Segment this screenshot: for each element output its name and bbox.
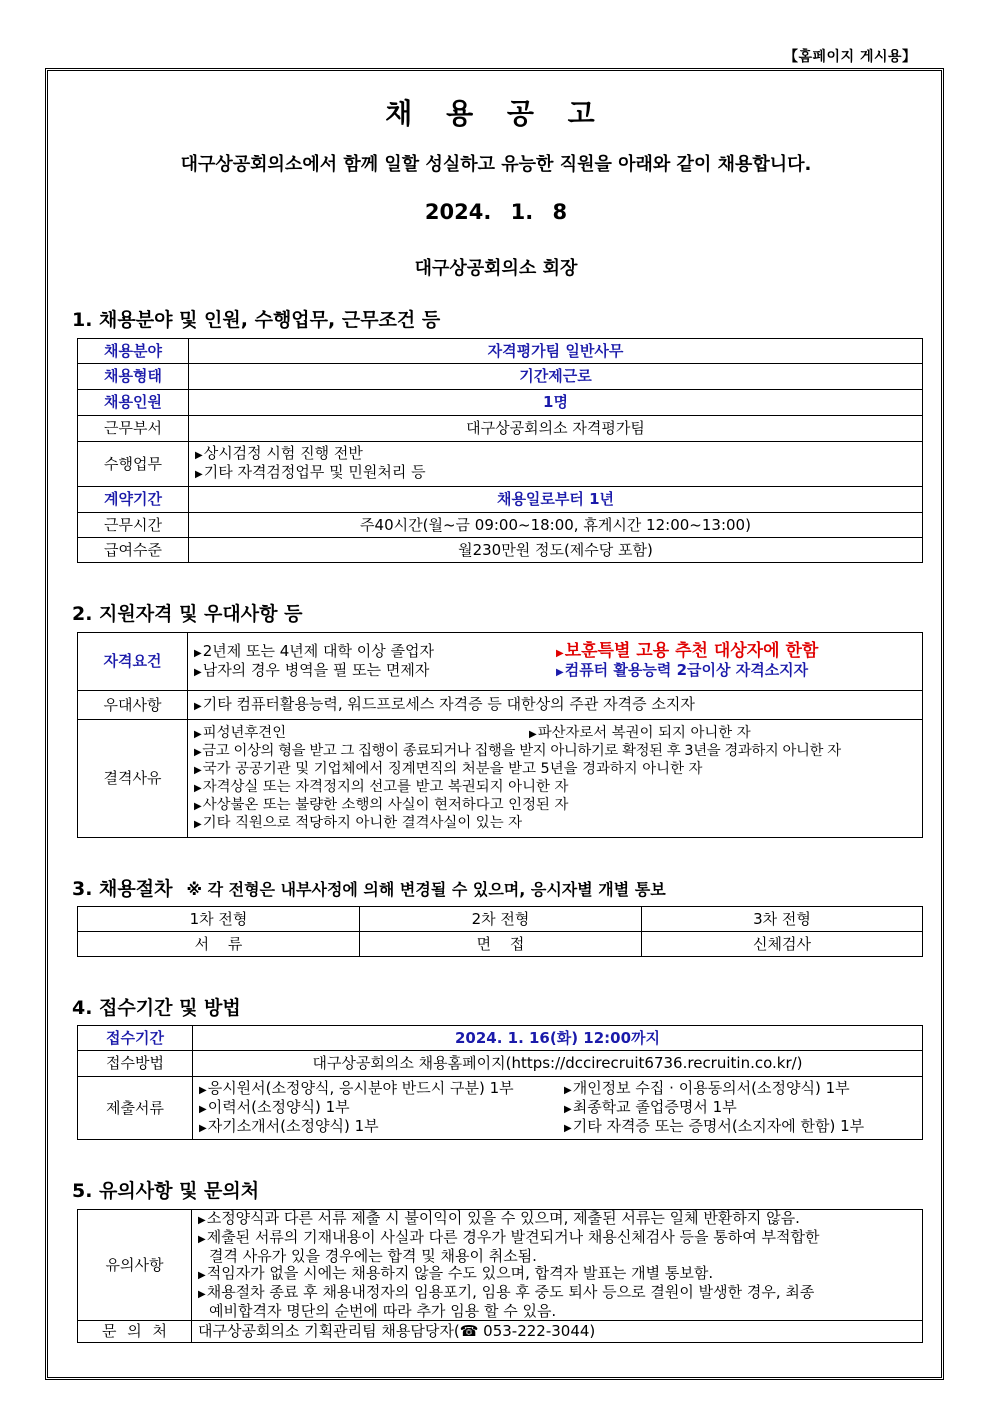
section-5-table bbox=[77, 1209, 923, 1343]
list-item: ▶기타 컴퓨터활용능력, 워드프로세스 자격증 등 대한상의 주관 자격증 소지자 bbox=[194, 694, 695, 713]
triangle-bullet-icon: ▶ bbox=[194, 764, 202, 776]
period-value: 2024. 1. 16(화) 12:00까지 bbox=[193, 1026, 923, 1051]
list-item: ▶금고 이상의 형을 받고 그 집행이 종료되거나 집행을 받지 아니하기로 확정된 후 3년을 경과하지 아니한 자 bbox=[194, 742, 841, 759]
qual-list bbox=[188, 633, 923, 691]
triangle-bullet-icon: ▶ bbox=[556, 666, 564, 678]
triangle-bullet-icon: ▶ bbox=[194, 666, 202, 678]
duty-label: 수행업무 bbox=[78, 442, 189, 487]
period-label: 접수기간 bbox=[78, 1026, 193, 1051]
contact-label: 문 의 처 bbox=[78, 1321, 192, 1343]
triangle-bullet-icon: ▶ bbox=[529, 728, 537, 740]
type-value: 기간제근로 bbox=[189, 364, 923, 390]
list-item: ▶사상불온 또는 불량한 소행의 사실이 현저하다고 인정된 자 bbox=[194, 796, 569, 813]
field-value: 자격평가팀 일반사무 bbox=[189, 339, 923, 364]
section-1-heading: 1. 채용분야 및 인원, 수행업무, 근무조건 등 bbox=[72, 309, 441, 331]
triangle-bullet-icon: ▶ bbox=[194, 647, 202, 659]
list-item-continuation: 결격 사유가 있을 경우에는 합격 및 채용이 취소됨. bbox=[209, 1247, 537, 1265]
triangle-bullet-icon: ▶ bbox=[199, 1103, 207, 1115]
pay-value: 월230만원 정도(제수당 포함) bbox=[189, 538, 923, 563]
hours-label: 근무시간 bbox=[78, 513, 189, 538]
list-item: ▶개인정보 수집 · 이용동의서(소정양식) 1부 bbox=[564, 1078, 850, 1097]
method-label: 접수방법 bbox=[78, 1051, 193, 1077]
list-item: ▶자격상실 또는 자격정지의 선고를 받고 복권되지 아니한 자 bbox=[194, 778, 569, 795]
list-item: ▶국가 공공기관 및 기업체에서 징계면직의 처분을 받고 5년을 경과하지 아니한 자 bbox=[194, 760, 703, 777]
announce-date: 2024. 1. 8 bbox=[424, 200, 568, 224]
docs-list bbox=[193, 1077, 923, 1140]
triangle-bullet-icon: ▶ bbox=[198, 1234, 206, 1245]
list-item: ▶소정양식과 다른 서류 제출 시 불이익이 있을 수 있으며, 제출된 서류는 일체 반환하지 않음. bbox=[198, 1209, 800, 1227]
count-value: 1명 bbox=[189, 390, 923, 416]
list-item: ▶파산자로서 복권이 되지 아니한 자 bbox=[529, 724, 751, 741]
section-2-heading: 2. 지원자격 및 우대사항 등 bbox=[72, 603, 303, 625]
page-title: 채 용 공 고 bbox=[385, 97, 607, 130]
triangle-bullet-icon: ▶ bbox=[199, 1122, 207, 1134]
posting-tag: 【홈페이지 게시용】 bbox=[784, 49, 917, 65]
section-5-heading: 5. 유의사항 및 문의처 bbox=[72, 1180, 260, 1202]
list-item: ▶남자의 경우 병역을 필 또는 면제자 bbox=[194, 660, 430, 679]
section-3-note: ※ 각 전형은 내부사정에 의해 변경될 수 있으며, 응시자별 개별 통보 bbox=[186, 880, 666, 899]
disq-label: 결격사유 bbox=[78, 720, 188, 838]
list-item: ▶상시검정 시험 진행 전반 bbox=[195, 444, 363, 462]
contract-label: 계약기간 bbox=[78, 487, 189, 513]
list-item: ▶기타 직원으로 적당하지 아니한 결격사실이 있는 자 bbox=[194, 814, 523, 831]
list-item: ▶제출된 서류의 기재내용이 사실과 다른 경우가 발견되거나 채용신체검사 등을 통하여 부적합한 bbox=[198, 1228, 820, 1246]
list-item: ▶이력서(소정양식) 1부 bbox=[199, 1097, 350, 1116]
list-item: ▶2년제 또는 4년제 대학 이상 졸업자 bbox=[194, 641, 435, 660]
triangle-bullet-icon: ▶ bbox=[564, 1103, 572, 1115]
notes-list bbox=[192, 1210, 923, 1321]
triangle-bullet-icon: ▶ bbox=[194, 782, 202, 794]
qual-label: 자격요건 bbox=[78, 633, 188, 691]
list-item: ▶응시원서(소정양식, 응시분야 반드시 구분) 1부 bbox=[199, 1078, 514, 1097]
list-item: ▶기타 자격증 또는 증명서(소지자에 한함) 1부 bbox=[564, 1116, 865, 1135]
triangle-bullet-icon: ▶ bbox=[198, 1270, 206, 1281]
type-label: 채용형태 bbox=[78, 364, 189, 390]
field-label: 채용분야 bbox=[78, 339, 189, 364]
triangle-bullet-icon: ▶ bbox=[564, 1084, 572, 1096]
duty-list bbox=[189, 442, 923, 487]
stage-2: 2차 전형 bbox=[360, 907, 642, 932]
signer: 대구상공회의소 회장 bbox=[414, 258, 578, 279]
triangle-bullet-icon: ▶ bbox=[194, 800, 202, 812]
triangle-bullet-icon: ▶ bbox=[195, 450, 203, 461]
list-item: ▶적임자가 없을 시에는 채용하지 않을 수도 있으며, 합격자 발표는 개별 통보함. bbox=[198, 1264, 714, 1282]
triangle-bullet-icon: ▶ bbox=[198, 1289, 206, 1300]
stage-1: 1차 전형 bbox=[78, 907, 360, 932]
section-1-table bbox=[77, 338, 923, 563]
list-item: ▶자기소개서(소정양식) 1부 bbox=[199, 1116, 379, 1135]
triangle-bullet-icon: ▶ bbox=[195, 469, 203, 480]
disq-list bbox=[188, 720, 923, 838]
list-item: ▶채용절차 종료 후 채용내정자의 임용포기, 임용 후 중도 퇴사 등으로 결원이 발생한 경우, 최종 bbox=[198, 1283, 815, 1301]
list-item: ▶피성년후견인 bbox=[194, 724, 287, 741]
count-label: 채용인원 bbox=[78, 390, 189, 416]
section-3-heading: 3. 채용절차 ※ 각 전형은 내부사정에 의해 변경될 수 있으며, 응시자별 개별 통보 bbox=[72, 878, 666, 900]
step-3: 신체검사 bbox=[642, 932, 923, 957]
triangle-bullet-icon: ▶ bbox=[198, 1215, 206, 1226]
method-value: 대구상공회의소 채용홈페이지(https://dccirecruit6736.recruitin.co.kr/) bbox=[193, 1051, 923, 1077]
list-item: ▶기타 자격검정업무 및 민원처리 등 bbox=[195, 463, 426, 481]
dept-label: 근무부서 bbox=[78, 416, 189, 442]
triangle-bullet-icon: ▶ bbox=[199, 1084, 207, 1096]
list-item: ▶컴퓨터 활용능력 2급이상 자격소지자 bbox=[556, 660, 809, 679]
stage-3: 3차 전형 bbox=[642, 907, 923, 932]
list-item: ▶보훈특별 고용 추천 대상자에 한함 bbox=[556, 640, 819, 661]
triangle-bullet-icon: ▶ bbox=[194, 728, 202, 740]
triangle-bullet-icon: ▶ bbox=[564, 1122, 572, 1134]
triangle-bullet-icon: ▶ bbox=[556, 647, 564, 659]
dept-value: 대구상공회의소 자격평가팀 bbox=[189, 416, 923, 442]
pref-label: 우대사항 bbox=[78, 691, 188, 720]
section-4-table bbox=[77, 1025, 923, 1140]
notes-label: 유의사항 bbox=[78, 1210, 192, 1321]
step-1: 서 류 bbox=[78, 932, 360, 957]
hours-value: 주40시간(월~금 09:00~18:00, 휴게시간 12:00~13:00) bbox=[189, 513, 923, 538]
intro-text: 대구상공회의소에서 함께 일할 성실하고 유능한 직원을 아래와 같이 채용합니다. bbox=[180, 154, 812, 175]
pref-list bbox=[188, 691, 923, 720]
section-2-table bbox=[77, 632, 923, 838]
contact-value: 대구상공회의소 기획관리팀 채용담당자(☎ 053-222-3044) bbox=[192, 1321, 923, 1343]
pay-label: 급여수준 bbox=[78, 538, 189, 563]
list-item: ▶최종학교 졸업증명서 1부 bbox=[564, 1097, 737, 1116]
triangle-bullet-icon: ▶ bbox=[194, 700, 202, 712]
step-2: 면 접 bbox=[360, 932, 642, 957]
docs-label: 제출서류 bbox=[78, 1077, 193, 1140]
contract-value: 채용일로부터 1년 bbox=[189, 487, 923, 513]
list-item-continuation: 예비합격자 명단의 순번에 따라 추가 임용 할 수 있음. bbox=[209, 1302, 557, 1320]
process-table bbox=[77, 906, 923, 957]
section-4-heading: 4. 접수기간 및 방법 bbox=[72, 997, 241, 1019]
triangle-bullet-icon: ▶ bbox=[194, 746, 202, 758]
triangle-bullet-icon: ▶ bbox=[194, 818, 202, 830]
